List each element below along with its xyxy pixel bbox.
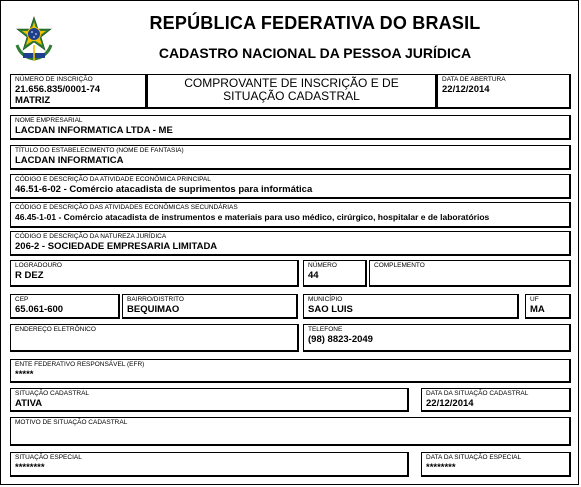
uf-value: MA [530, 304, 545, 315]
efr-value: ***** [15, 369, 34, 380]
complemento-box [369, 260, 571, 287]
header-subtitle: CADASTRO NACIONAL DA PESSOA JURÍDICA [158, 45, 472, 61]
telefone-label: TELEFONE [308, 326, 343, 333]
bairro-value: BEQUIMAO [127, 304, 180, 315]
situacao-label: SITUAÇÃO CADASTRAL [15, 390, 90, 397]
data-situacao-especial-box [421, 452, 571, 477]
efr-label: ENTE FEDERATIVO RESPONSÁVEL (EFR) [15, 361, 145, 368]
data-situacao-especial-label: DATA DA SITUAÇÃO ESPECIAL [426, 454, 522, 461]
abertura-label: DATA DE ABERTURA [442, 76, 506, 83]
complemento-label: COMPLEMENTO [374, 262, 425, 269]
inscricao-box [10, 74, 147, 109]
inscricao-label: NÚMERO DE INSCRIÇÃO [15, 76, 93, 83]
data-situacao-box [421, 388, 571, 412]
situacao-especial-box [10, 452, 409, 477]
bairro-box [122, 294, 298, 319]
nome-empresarial-box [10, 115, 571, 140]
email-label: ENDEREÇO ELETRÔNICO [15, 326, 96, 333]
data-situacao-label: DATA DA SITUAÇÃO CADASTRAL [426, 390, 529, 397]
bairro-label: BAIRRO/DISTRITO [127, 296, 184, 303]
motivo-box [10, 417, 571, 446]
atividades-secundarias-value: 46.45-1-01 - Comércio atacadista de instrumentos e materiais para uso médico, cirúrgico, hospitalar e de laboratórios [15, 212, 490, 222]
data-situacao-value: 22/12/2014 [426, 398, 474, 409]
atividades-secundarias-label: CÓDIGO E DESCRIÇÃO DAS ATIVIDADES ECONÔMICAS SECUNDÁRIAS [15, 204, 238, 211]
fantasia-value: LACDAN INFORMATICA [15, 155, 124, 166]
cep-label: CEP [15, 296, 29, 303]
natureza-juridica-label: CÓDIGO E DESCRIÇÃO DA NATUREZA JURÍDICA [15, 233, 167, 240]
cep-value: 65.061-600 [15, 304, 64, 315]
municipio-value: SAO LUIS [308, 304, 353, 315]
numero-label: NÚMERO [308, 262, 337, 269]
data-situacao-especial-value: ******** [426, 462, 456, 473]
numero-value: 44 [308, 270, 319, 281]
nome-empresarial-label: NOME EMPRESARIAL [15, 117, 83, 124]
header-title: REPÚBLICA FEDERATIVA DO BRASIL [149, 13, 481, 33]
atividade-principal-value: 46.51-6-02 - Comércio atacadista de suprimentos para informática [15, 184, 313, 195]
fantasia-box [10, 145, 571, 170]
atividade-principal-label: CÓDIGO E DESCRIÇÃO DA ATIVIDADE ECONÔMICA PRINCIPAL [15, 176, 211, 183]
efr-box [10, 359, 571, 383]
comprovante-title: COMPROVANTE DE INSCRIÇÃO E DE SITUAÇÃO CADASTRAL [184, 76, 399, 103]
telefone-box [303, 324, 571, 352]
telefone-value: (98) 8823-2049 [308, 334, 373, 345]
nome-empresarial-value: LACDAN INFORMATICA LTDA - ME [15, 125, 173, 136]
municipio-box [303, 294, 519, 319]
situacao-box [10, 388, 409, 412]
logradouro-box [10, 260, 299, 287]
uf-label: UF [530, 296, 539, 303]
natureza-juridica-box [10, 231, 571, 256]
situacao-especial-label: SITUAÇÃO ESPECIAL [15, 454, 82, 461]
cep-box [10, 294, 120, 319]
email-box [10, 324, 299, 352]
comprovante-box [147, 74, 437, 109]
atividade-principal-box [10, 174, 571, 199]
situacao-especial-value: ******** [15, 462, 45, 473]
inscricao-value: 21.656.835/0001-74 [15, 84, 101, 95]
abertura-value: 22/12/2014 [442, 84, 490, 95]
brazil-coat-of-arms-icon [11, 15, 57, 63]
numero-box [303, 260, 367, 287]
situacao-value: ATIVA [15, 398, 43, 409]
inscricao-type: MATRIZ [15, 95, 51, 106]
logradouro-label: LOGRADOURO [15, 262, 62, 269]
uf-box [525, 294, 571, 319]
abertura-box [437, 74, 571, 109]
municipio-label: MUNICÍPIO [308, 296, 343, 303]
fantasia-label: TÍTULO DO ESTABELECIMENTO (NOME DE FANTASIA) [15, 147, 184, 154]
motivo-label: MOTIVO DE SITUAÇÃO CADASTRAL [15, 419, 128, 426]
logradouro-value: R DEZ [15, 270, 44, 281]
atividades-secundarias-box [10, 202, 571, 228]
natureza-juridica-value: 206-2 - SOCIEDADE EMPRESARIA LIMITADA [15, 241, 218, 252]
